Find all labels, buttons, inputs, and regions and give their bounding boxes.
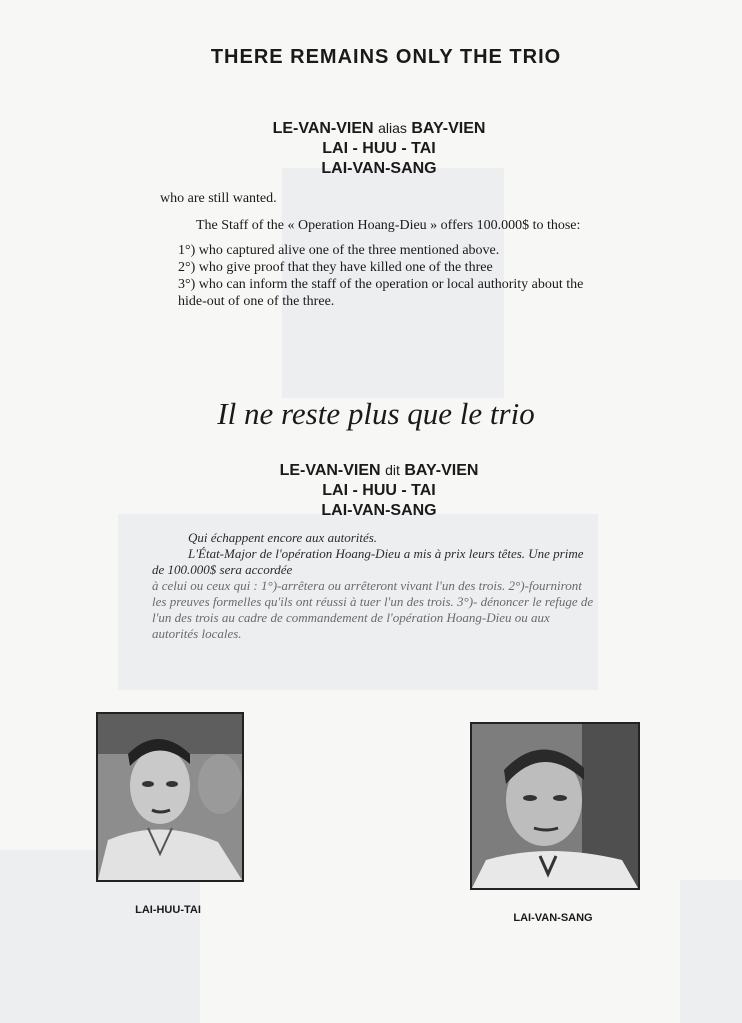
alias-word: dit	[385, 462, 400, 478]
english-list-item-1: 1°) who captured alive one of the three mentioned above.	[178, 243, 500, 258]
french-title: Il ne reste plus que le trio	[217, 396, 535, 431]
portrait-photo-right	[470, 722, 640, 890]
english-paragraph-1: who are still wanted.	[160, 191, 277, 206]
french-paragraph-3: à celui ou ceux qui : 1°)-arrêtera ou arrêteront vivant l'un des trois. 2°)-fourniront les preuves formelles qu'ils ont réussi à tuer l'un des trois. 3°)- dénoncer le refuge de l'un des trois au cadre de commandement de l'opération Hoang-Dieu ou aux autorités locales.	[152, 578, 594, 641]
name-le-van-vien: LE-VAN-VIEN	[279, 462, 381, 479]
portrait-caption-right: LAI-VAN-SANG	[513, 912, 593, 924]
name-le-van-vien: LE-VAN-VIEN	[272, 120, 374, 137]
english-name-line-1	[16, 118, 742, 139]
french-body	[152, 530, 596, 642]
french-paragraph-2: L'État-Major de l'opération Hoang-Dieu a mis à prix leurs têtes. Une prime de 100.000$ sera accordée	[152, 546, 584, 577]
english-body	[160, 190, 602, 310]
english-name-line-2: LAI - HUU - TAI	[322, 140, 436, 157]
french-name-line-1	[16, 460, 742, 481]
french-names-block	[0, 460, 742, 521]
alias-bay-vien: BAY-VIEN	[411, 120, 486, 137]
english-list-item-2: 2°) who give proof that they have killed one of the three	[178, 260, 493, 275]
alias-word: alias	[378, 120, 407, 136]
portrait-caption-left: LAI-HUU-TAI	[135, 904, 201, 916]
french-paragraph-1: Qui échappent encore aux autorités.	[188, 530, 378, 545]
english-paragraph-2: The Staff of the « Operation Hoang-Dieu » offers 100.000$ to those:	[196, 218, 581, 233]
background-bleed-panel	[680, 880, 742, 1023]
english-list-item-3: 3°) who can inform the staff of the operation or local authority about the hide-out of one of the three.	[178, 277, 584, 309]
english-name-line-3: LAI-VAN-SANG	[321, 160, 437, 177]
french-name-line-2: LAI - HUU - TAI	[322, 482, 436, 499]
english-names-block	[0, 118, 742, 179]
alias-bay-vien: BAY-VIEN	[404, 462, 479, 479]
french-name-line-3: LAI-VAN-SANG	[321, 502, 437, 519]
portrait-photo-left	[96, 712, 244, 882]
english-title: THERE REMAINS ONLY THE TRIO	[210, 46, 562, 68]
